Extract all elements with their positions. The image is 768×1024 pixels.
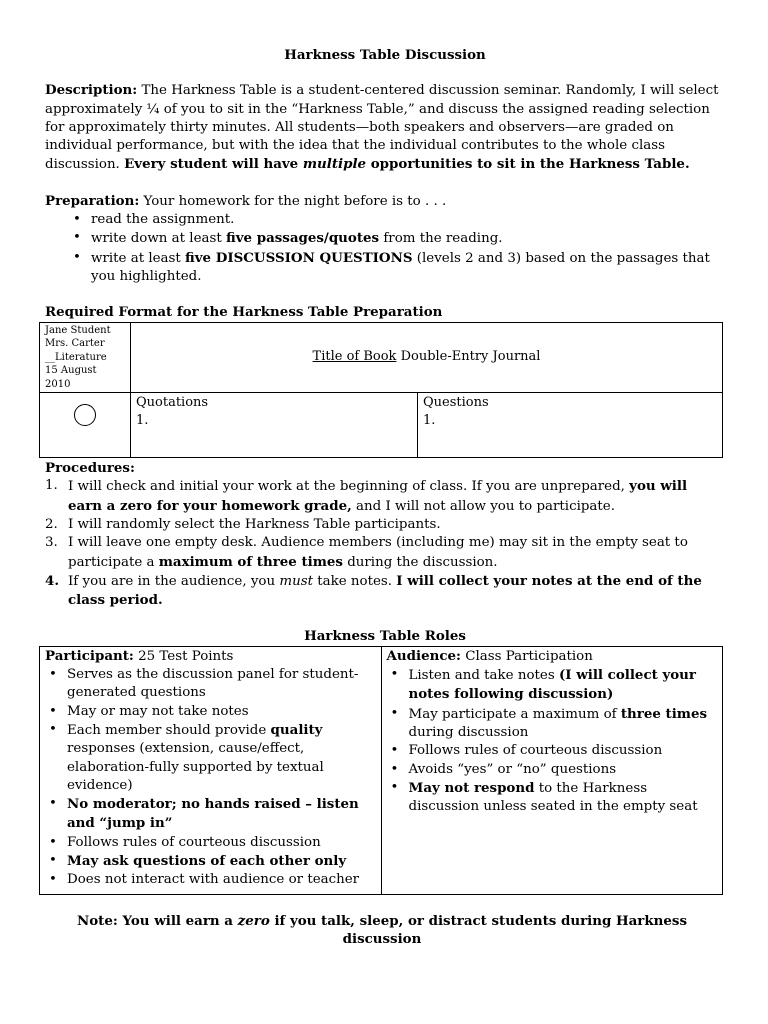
role-text: Each member should provide bbox=[67, 722, 271, 738]
procedure-item bbox=[45, 534, 725, 572]
audience-item bbox=[409, 761, 718, 779]
document bbox=[45, 46, 725, 948]
procedure-number: 2. bbox=[45, 516, 58, 532]
procedure-bold: I will collect your notes at the end of the class period. bbox=[68, 572, 702, 609]
procedure-number: 4. bbox=[45, 572, 59, 589]
description-bold-2: opportunities to sit in the Harkness Table. bbox=[366, 156, 690, 173]
procedure-item bbox=[45, 516, 725, 534]
role-text: May participate a maximum of bbox=[408, 706, 621, 722]
procedure-text: I will leave one empty desk. Audience members (including me) may sit in the empty seat to participate a bbox=[68, 535, 688, 570]
procedures-list bbox=[45, 477, 725, 610]
role-bold: three times bbox=[620, 705, 708, 722]
preparation-item-text: write at least bbox=[91, 250, 186, 266]
journal-label: Double-Entry Journal bbox=[396, 349, 541, 365]
preparation-intro bbox=[45, 192, 725, 211]
roles-table bbox=[39, 646, 723, 895]
description-text: The Harkness Table is a student-centered discussion seminar. Randomly, I will select approximately ¼ of you to sit in the “Harkness Table,” and discuss the assigned reading selection for approximately thirty minutes. All students—both speakers and observers—are graded on individual performance, but with the idea that the individual contributes to the whole class discussion. bbox=[45, 83, 719, 173]
description-label: Description: bbox=[45, 82, 138, 99]
procedure-text: I will check and initial your work at the beginning of class. If you are unprepared, bbox=[68, 479, 630, 495]
preparation-item-text: write down at least bbox=[91, 231, 227, 247]
role-text: Listen and take notes bbox=[408, 668, 559, 684]
procedure-item bbox=[45, 572, 725, 611]
participant-item bbox=[67, 834, 376, 852]
preparation-item-bold: five DISCUSSION QUESTIONS bbox=[185, 249, 413, 266]
participant-cell bbox=[40, 646, 382, 894]
role-text: Avoids “yes” or “no” questions bbox=[408, 761, 617, 777]
page-title: Harkness Table Discussion bbox=[284, 47, 486, 63]
audience-label: Audience: bbox=[386, 647, 461, 664]
role-bold: May not respond bbox=[408, 779, 535, 796]
role-text: Follows rules of courteous discussion bbox=[408, 743, 663, 759]
note bbox=[39, 912, 725, 949]
preparation-item-text: read the assignment. bbox=[91, 212, 235, 228]
role-text: Serves as the discussion panel for student-generated questions bbox=[67, 667, 359, 701]
format-header-line: __Literature bbox=[45, 351, 107, 363]
procedure-text: If you are in the audience, you bbox=[68, 573, 280, 589]
note-italic: zero bbox=[237, 912, 270, 929]
preparation-item bbox=[91, 229, 725, 248]
preparation-item-text: (levels 2 and 3) based on the passages that you highlighted. bbox=[91, 250, 710, 284]
description-bold-italic: multiple bbox=[302, 156, 367, 173]
questions-item: 1. bbox=[423, 413, 436, 429]
role-text: to the Harkness discussion unless seated in the empty seat bbox=[408, 780, 698, 815]
procedure-item bbox=[45, 477, 725, 516]
role-text: responses (extension, cause/effect, elaboration-fully supported by textual evidence) bbox=[67, 741, 324, 793]
procedure-text: take notes. bbox=[312, 573, 397, 589]
participant-item bbox=[67, 795, 376, 834]
participant-list bbox=[45, 666, 376, 890]
audience-item bbox=[409, 742, 718, 760]
procedure-text: and I will not allow you to participate. bbox=[351, 498, 615, 514]
preparation-section bbox=[45, 192, 725, 286]
participant-label: Participant: bbox=[45, 647, 134, 664]
format-header-line: 15 August 2010 bbox=[45, 365, 97, 390]
roles-title: Harkness Table Roles bbox=[304, 628, 466, 645]
participant-item bbox=[67, 666, 376, 703]
participant-item bbox=[67, 703, 376, 721]
participant-item bbox=[67, 871, 376, 889]
audience-heading bbox=[387, 647, 718, 666]
description-bold-1: Every student will have bbox=[124, 156, 303, 173]
format-header-cell bbox=[40, 322, 131, 393]
role-bold: quality bbox=[270, 721, 323, 738]
audience-list bbox=[387, 666, 718, 816]
procedures-title: Procedures: bbox=[45, 460, 135, 477]
format-table bbox=[39, 322, 723, 459]
questions-label: Questions bbox=[423, 395, 489, 411]
participant-item bbox=[67, 721, 376, 795]
audience-item bbox=[409, 779, 718, 817]
participant-value: 25 Test Points bbox=[133, 648, 234, 664]
preparation-item-text: from the reading. bbox=[379, 231, 503, 247]
preparation-text: Your homework for the night before is to . . . bbox=[139, 193, 447, 209]
role-text: Does not interact with audience or teacher bbox=[67, 872, 360, 888]
procedure-bold: maximum of three times bbox=[158, 553, 343, 570]
preparation-list bbox=[45, 211, 725, 286]
preparation-item-bold: five passages/quotes bbox=[226, 230, 380, 247]
note-post: if you talk, sleep, or distract students during Harkness discussion bbox=[269, 912, 687, 947]
audience-cell bbox=[381, 646, 723, 894]
role-text: Follows rules of courteous discussion bbox=[67, 834, 321, 850]
format-header-line: Mrs. Carter bbox=[45, 338, 105, 350]
description-paragraph bbox=[45, 81, 725, 174]
note-pre: Note: You will earn a bbox=[77, 912, 238, 929]
book-title: Title of Book bbox=[312, 349, 397, 365]
circle-mark bbox=[74, 404, 96, 426]
role-text: during discussion bbox=[408, 724, 529, 740]
questions-cell bbox=[418, 393, 723, 458]
preparation-item bbox=[91, 249, 725, 287]
procedure-text: I will randomly select the Harkness Table participants. bbox=[68, 516, 441, 532]
procedure-bold: you will earn a zero for your homework grade, bbox=[68, 478, 688, 514]
quotations-cell bbox=[131, 393, 418, 458]
audience-value: Class Participation bbox=[460, 648, 593, 664]
format-circle-cell bbox=[40, 393, 131, 458]
participant-item bbox=[67, 852, 376, 871]
role-bold: No moderator; no hands raised – listen and “jump in” bbox=[67, 796, 359, 832]
quotations-label: Quotations bbox=[136, 395, 209, 411]
preparation-item bbox=[91, 211, 725, 229]
audience-item bbox=[409, 705, 718, 743]
role-text: May or may not take notes bbox=[67, 703, 249, 719]
participant-heading bbox=[45, 647, 376, 666]
audience-item bbox=[409, 666, 718, 705]
procedure-number: 1. bbox=[45, 478, 58, 494]
procedure-text: during the discussion. bbox=[342, 554, 498, 570]
procedure-italic: must bbox=[279, 573, 313, 589]
role-bold: May ask questions of each other only bbox=[67, 853, 347, 869]
preparation-label: Preparation: bbox=[45, 192, 140, 209]
quotations-item: 1. bbox=[136, 413, 149, 429]
format-title-cell bbox=[131, 322, 723, 393]
format-header-line: Jane Student bbox=[45, 324, 111, 336]
role-bold: (I will collect your notes following discussion) bbox=[408, 667, 696, 703]
format-title: Required Format for the Harkness Table Preparation bbox=[45, 304, 443, 321]
procedure-number: 3. bbox=[45, 535, 58, 551]
